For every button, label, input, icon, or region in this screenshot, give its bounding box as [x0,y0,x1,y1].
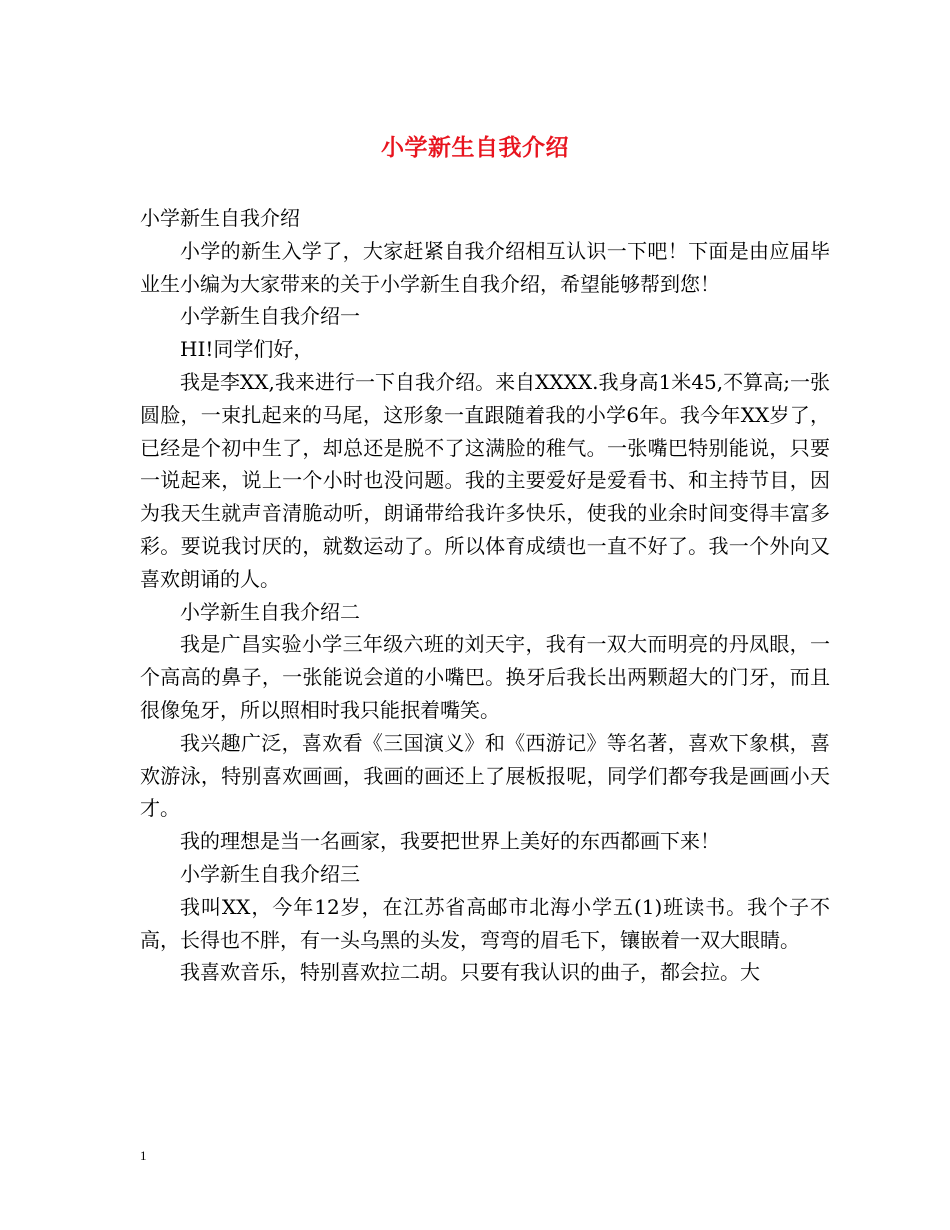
paragraph-body: 我是广昌实验小学三年级六班的刘天宇，我有一双大而明亮的丹凤眼，一个高高的鼻子，一张能说会道的小嘴巴。换牙后我长出两颗超大的门牙，而且很像兔牙，所以照相时我只能抿着嘴笑。 [140,632,830,722]
paragraph-body: 我的理想是当一名画家，我要把世界上美好的东西都画下来！ [180,829,720,854]
document-body [140,202,830,989]
paragraph-body: 我是李XX,我来进行一下自我介绍。来自XXXX.我身高1米45,不算高;一张圆脸，一束扎起来的马尾，这形象一直跟随着我的小学6年。我今年XX岁了，已经是个初中生了，却总还是脱不了这满脸的稚气。一张嘴巴特别能说，只要一说起来，说上一个小时也没问题。我的主要爱好是爱看书、和主持节目，因为我天生就声音清脆动听，朗诵带给我许多快乐，使我的业余时间变得丰富多彩。要说我讨厌的，就数运动了。所以体育成绩也一直不好了。我一个外向又喜欢朗诵的人。 [140,369,830,591]
paragraph-heading: 小学新生自我介绍 [140,206,300,230]
section-heading-two: 小学新生自我介绍二 [180,599,360,624]
document-title: 小学新生自我介绍 [381,134,569,161]
paragraph-body: 我喜欢音乐，特别喜欢拉二胡。只要有我认识的曲子，都会拉。大 [180,960,760,985]
page-number: 1 [140,1148,147,1163]
paragraph-body: 我兴趣广泛，喜欢看《三国演义》和《西游记》等名著，喜欢下象棋，喜欢游泳，特别喜欢画画，我画的画还上了展板报呢，同学们都夸我是画画小天才。 [140,730,830,821]
paragraph-body: 我叫XX，今年12岁，在江苏省高邮市北海小学五(1)班读书。我个子不高，长得也不胖，有一头乌黑的头发，弯弯的眉毛下，镶嵌着一双大眼睛。 [140,894,830,952]
section-heading-one: 小学新生自我介绍一 [180,304,360,329]
paragraph-intro: 小学的新生入学了，大家赶紧自我介绍相互认识一下吧！下面是由应届毕业生小编为大家带来的关于小学新生自我介绍，希望能够帮到您！ [140,238,830,296]
paragraph-greeting: HI!同学们好， [180,337,314,362]
section-heading-three: 小学新生自我介绍三 [180,861,360,886]
